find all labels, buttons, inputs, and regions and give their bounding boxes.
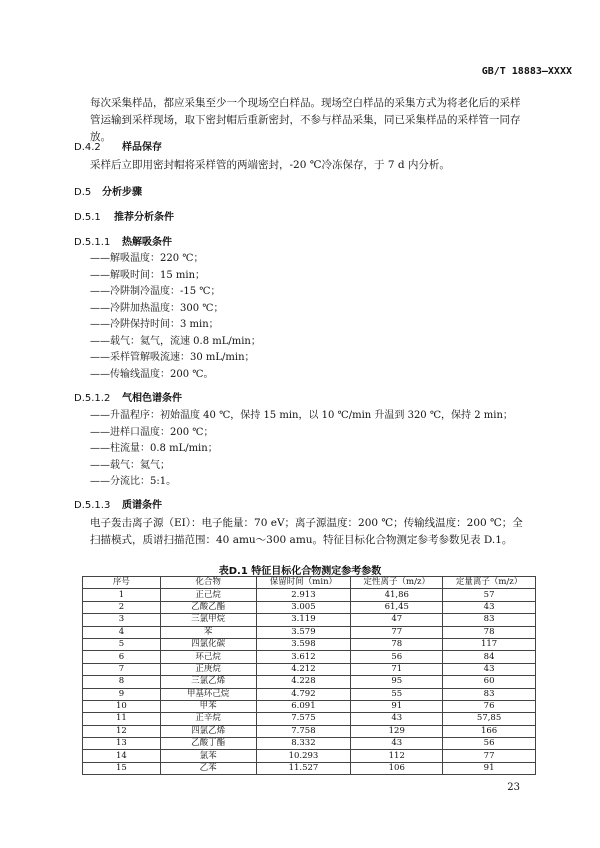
- table-cell: 129: [351, 725, 443, 737]
- table-cell: 2: [83, 601, 161, 613]
- table-cell: 12: [83, 725, 161, 737]
- table-cell: 57: [443, 589, 536, 601]
- table-cell: 43: [443, 601, 536, 613]
- table-cell: 95: [351, 676, 443, 688]
- table-cell: 三氯甲烷: [160, 614, 256, 626]
- heading-d512: [74, 389, 182, 404]
- table-cell: 91: [351, 700, 443, 712]
- heading-number: D.5.1.2: [74, 393, 111, 404]
- table-row: [83, 676, 536, 688]
- table-cell: 7: [83, 663, 161, 675]
- table-cell: 43: [351, 738, 443, 750]
- standard-number: GB/T 18883—XXXX: [481, 66, 572, 77]
- heading-title: 气相色谱条件: [122, 393, 182, 404]
- table-cell: 43: [443, 663, 536, 675]
- list-item: ——载气：氦气；: [90, 459, 170, 471]
- table-cell: 55: [351, 688, 443, 700]
- table-header: 定量离子（m/z）: [443, 577, 536, 589]
- table-cell: 四氯化碳: [160, 638, 256, 650]
- table-cell: 3.598: [256, 638, 351, 650]
- table-cell: 117: [443, 638, 536, 650]
- table-cell: 4.792: [256, 688, 351, 700]
- heading-title: 热解吸条件: [122, 237, 172, 248]
- gc-conditions-list: [90, 408, 513, 491]
- table-cell: 3.005: [256, 601, 351, 613]
- heading-d513: [74, 496, 162, 511]
- table-cell: 6.091: [256, 700, 351, 712]
- table-cell: 78: [351, 638, 443, 650]
- heading-title: 推荐分析条件: [114, 212, 174, 223]
- table-header: 化合物: [160, 577, 256, 589]
- table-cell: 6: [83, 651, 161, 663]
- table-row: [83, 663, 536, 675]
- table-row: [83, 713, 536, 725]
- table-cell: 正己烷: [160, 589, 256, 601]
- list-item: ——冷阱制冷温度：-15 ℃；: [90, 286, 221, 297]
- table-header: 序号: [83, 577, 161, 589]
- table-cell: 4.228: [256, 676, 351, 688]
- reference-table: [82, 576, 536, 775]
- table-row: [83, 651, 536, 663]
- list-item: ——升温程序：初始温度 40 ℃，保持 15 min，以 10 ℃/min 升温到 320 ℃，保持 2 min；: [90, 410, 513, 421]
- table-cell: 氯苯: [160, 750, 256, 762]
- list-item: ——载气：氦气，流速 0.8 mL/min；: [90, 335, 261, 347]
- table-cell: 8: [83, 676, 161, 688]
- list-item: ——分流比：5:1。: [90, 476, 177, 487]
- table-cell: 9: [83, 688, 161, 700]
- table-header: 定性离子（m/z）: [351, 577, 443, 589]
- table-row: [83, 589, 536, 601]
- heading-number: D.5.1: [74, 212, 101, 223]
- table-row: [83, 738, 536, 750]
- table-cell: 77: [443, 750, 536, 762]
- table-cell: 91: [443, 762, 536, 774]
- table-cell: 四氯乙烯: [160, 725, 256, 737]
- list-item: ——柱流量：0.8 mL/min；: [90, 443, 218, 454]
- table-cell: 甲苯: [160, 700, 256, 712]
- heading-number: D.5: [74, 187, 92, 198]
- table-row: [83, 614, 536, 626]
- table-cell: 10: [83, 700, 161, 712]
- table-cell: 4: [83, 626, 161, 638]
- page-number: 23: [507, 782, 520, 793]
- table-cell: 57,85: [443, 713, 536, 725]
- table-cell: 苯: [160, 626, 256, 638]
- table-cell: 83: [443, 614, 536, 626]
- table-cell: 3: [83, 614, 161, 626]
- table-row: [83, 700, 536, 712]
- list-item: ——解吸时间：15 min；: [90, 269, 206, 281]
- table-cell: 环己烷: [160, 651, 256, 663]
- table-cell: 61,45: [351, 601, 443, 613]
- table-cell: 乙苯: [160, 762, 256, 774]
- table-cell: 乙酸乙酯: [160, 601, 256, 613]
- table-cell: 41,86: [351, 589, 443, 601]
- table-title: 表D.1 特征目标化合物测定参考参数: [218, 566, 382, 577]
- table-cell: 正辛烷: [160, 713, 256, 725]
- table-cell: 2.913: [256, 589, 351, 601]
- heading-number: D.5.1.1: [74, 237, 111, 248]
- table-cell: 78: [443, 626, 536, 638]
- table-header: 保留时间（min）: [256, 577, 351, 589]
- table-cell: 11: [83, 713, 161, 725]
- table-cell: 56: [443, 738, 536, 750]
- table-cell: 76: [443, 700, 536, 712]
- list-item: ——解吸温度：220 ℃；: [90, 253, 204, 264]
- table-cell: 71: [351, 663, 443, 675]
- list-item: ——采样管解吸流速：30 mL/min；: [90, 352, 255, 363]
- table-cell: 56: [351, 651, 443, 663]
- table-cell: 1: [83, 589, 161, 601]
- table-row: [83, 626, 536, 638]
- heading-d51: [74, 208, 174, 223]
- list-item: ——进样口温度：200 ℃；: [90, 426, 214, 438]
- d42-text: 采样后立即用密封帽将采样管的两端密封，-20 ℃冷冻保存，于 7 d 内分析。: [90, 159, 450, 171]
- thermal-desorption-list: [90, 251, 261, 383]
- heading-number: D.5.1.3: [74, 500, 111, 511]
- d513-text: 电子轰击离子源（EI）：电子能量：70 eV；离子源温度：200 ℃；传输线温度：200 ℃；全扫描模式，质谱扫描范围：40 amu～300 amu。特征目标化合物测定参考参数见表 D.1。: [90, 517, 523, 546]
- table-cell: 7.758: [256, 725, 351, 737]
- table-row: [83, 750, 536, 762]
- heading-d5: [74, 183, 142, 198]
- table-row: [83, 601, 536, 613]
- heading-title: 样品保存: [122, 142, 162, 153]
- table-cell: 4.212: [256, 663, 351, 675]
- list-item: ——冷阱保持时间：3 min；: [90, 319, 219, 330]
- table-row: [83, 688, 536, 700]
- table-cell: 84: [443, 651, 536, 663]
- table-cell: 乙酸丁酯: [160, 738, 256, 750]
- list-item: ——冷阱加热温度：300 ℃；: [90, 302, 224, 314]
- list-item: ——传输线温度：200 ℃。: [90, 368, 214, 380]
- heading-title: 质谱条件: [122, 500, 162, 511]
- table-cell: 112: [351, 750, 443, 762]
- intro-paragraph: 每次采集样品，都应采集至少一个现场空白样品。现场空白样品的采集方式为将老化后的采样管运输到采样现场，取下密封帽后重新密封，不参与样品采集，同已采集样品的采样管一同存放。: [90, 97, 521, 143]
- table-cell: 60: [443, 676, 536, 688]
- table-cell: 15: [83, 762, 161, 774]
- table-cell: 106: [351, 762, 443, 774]
- heading-d42: [74, 138, 162, 153]
- table-cell: 5: [83, 638, 161, 650]
- table-cell: 166: [443, 725, 536, 737]
- table-cell: 83: [443, 688, 536, 700]
- table-cell: 3.119: [256, 614, 351, 626]
- table-cell: 14: [83, 750, 161, 762]
- table-row: [83, 638, 536, 650]
- table-cell: 正庚烷: [160, 663, 256, 675]
- table-cell: 10.293: [256, 750, 351, 762]
- table-cell: 7.575: [256, 713, 351, 725]
- table-cell: 甲基环己烷: [160, 688, 256, 700]
- table-row: [83, 725, 536, 737]
- table-header-row: [83, 577, 536, 589]
- heading-number: D.4.2: [74, 142, 101, 153]
- table-cell: 47: [351, 614, 443, 626]
- table-cell: 43: [351, 713, 443, 725]
- table-row: [83, 762, 536, 774]
- table-cell: 3.612: [256, 651, 351, 663]
- table-cell: 8.332: [256, 738, 351, 750]
- table-cell: 11.527: [256, 762, 351, 774]
- heading-d511: [74, 233, 172, 248]
- table-cell: 三氯乙烯: [160, 676, 256, 688]
- table-cell: 77: [351, 626, 443, 638]
- heading-title: 分析步骤: [102, 187, 142, 198]
- table-cell: 3.579: [256, 626, 351, 638]
- table-cell: 13: [83, 738, 161, 750]
